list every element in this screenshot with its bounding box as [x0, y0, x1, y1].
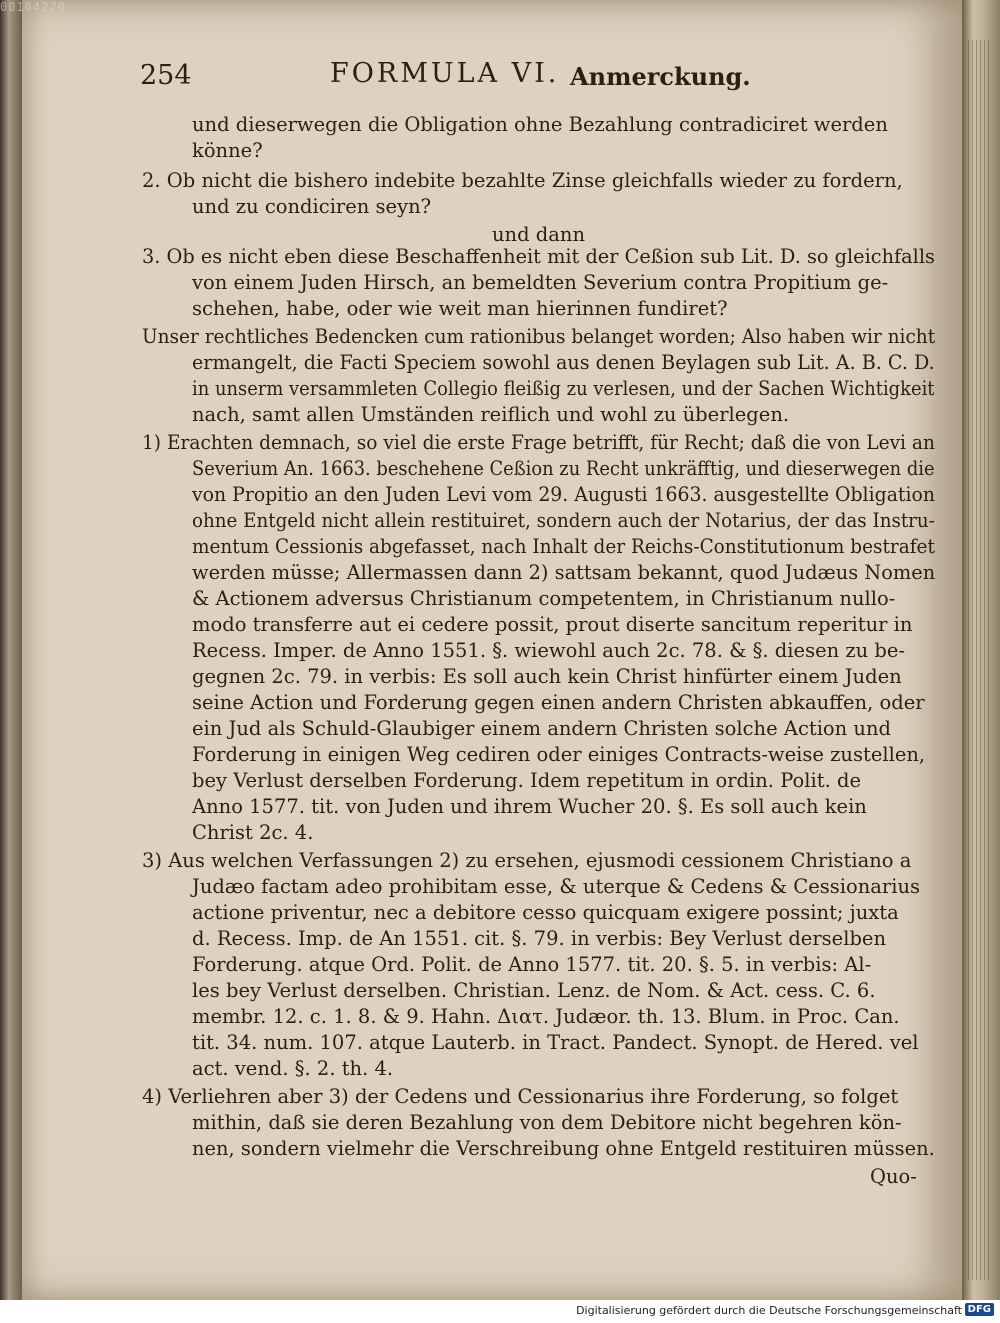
- text-line: seine Action und Forderung gegen einen andern Christen abkauffen, oder: [192, 691, 925, 714]
- text-line: Severium An. 1663. beschehene Ceßion zu Recht unkräfftig, und dieserwegen die: [192, 457, 935, 480]
- digitization-footer: [0, 1300, 1000, 1323]
- stacked-leaves-texture: [968, 40, 990, 1280]
- text-line: 2. Ob nicht die bishero indebite bezahlte Zinse gleichfalls wieder zu fordern,: [142, 169, 903, 192]
- text-line: mithin, daß sie deren Bezahlung von dem Debitore nicht begehren kön-: [192, 1111, 902, 1134]
- text-line: tit. 34. num. 107. atque Lauterb. in Tract. Pandect. Synopt. de Hered. vel: [192, 1031, 919, 1054]
- text-line: 1) Erachten demnach, so viel die erste Frage betrifft, für Recht; daß die von Levi an: [142, 431, 935, 454]
- running-header: [140, 58, 940, 98]
- running-title: FORMULA VI.: [330, 58, 560, 89]
- text-line: 4) Verliehren aber 3) der Cedens und Cessionarius ihre Forderung, so folget: [142, 1085, 899, 1108]
- text-line: & Actionem adversus Christianum competentem, in Christianum nullo-: [192, 587, 896, 610]
- text-line: nach, samt allen Umständen reiflich und wohl zu überlegen.: [192, 403, 790, 426]
- text-line: gegnen 2c. 79. in verbis: Es soll auch kein Christ hinfürter einem Juden: [192, 665, 902, 688]
- text-line: mentum Cessionis abgefasset, nach Inhalt der Reichs-Constitutionum bestrafet: [192, 535, 935, 558]
- text-line: Recess. Imper. de Anno 1551. §. wiewohl auch 2c. 78. & §. diesen zu be-: [192, 639, 906, 662]
- funding-credit: Digitalisierung gefördert durch die Deutsche Forschungsgemeinschaft: [576, 1304, 962, 1317]
- text-line: Judæo factam adeo prohibitam esse, & uterque & Cedens & Cessionarius: [192, 875, 921, 898]
- text-line: les bey Verlust derselben. Christian. Lenz. de Nom. & Act. cess. C. 6.: [192, 979, 876, 1002]
- text-line: ermangelt, die Facti Speciem sowohl aus denen Beylagen sub Lit. A. B. C. D.: [192, 351, 935, 374]
- text-line: von Propitio an den Juden Levi vom 29. Augusti 1663. ausgestellte Obligation: [192, 483, 936, 506]
- text-line: Forderung. atque Ord. Polit. de Anno 1577. tit. 20. §. 5. in verbis: Al-: [192, 953, 872, 976]
- text-line: 3. Ob es nicht eben diese Beschaffenheit mit der Ceßion sub Lit. D. so gleichfalls: [142, 245, 935, 268]
- text-line: nen, sondern vielmehr die Verschreibung ohne Entgeld restituiren müssen.: [192, 1137, 935, 1160]
- running-title-right: Anmerckung.: [570, 62, 751, 91]
- text-line: in unserm versammleten Collegio fleißig zu verlesen, und der Sachen Wichtigkeit: [192, 377, 935, 400]
- catchword: Quo-: [870, 1165, 917, 1188]
- text-line: membr. 12. c. 1. 8. & 9. Hahn. Διατ. Judæor. th. 13. Blum. in Proc. Can.: [192, 1005, 900, 1028]
- scan-id: 00104270: [0, 0, 66, 14]
- text-line: und dieserwegen die Obligation ohne Bezahlung contradiciret werden: [192, 113, 888, 136]
- text-line: Anno 1577. tit. von Juden und ihrem Wucher 20. §. Es soll auch kein: [192, 795, 867, 818]
- text-line: Forderung in einigen Weg cediren oder einiges Contracts-weise zustellen,: [192, 743, 926, 766]
- text-line: ein Jud als Schuld-Glaubiger einem andern Christen solche Action und: [192, 717, 892, 740]
- text-line: Unser rechtliches Bedencken cum rationibus belanget worden; Also haben wir nicht: [142, 325, 936, 348]
- text-line: ohne Entgeld nicht allein restituiret, sondern auch der Notarius, der das Instru-: [192, 509, 935, 532]
- text-line: werden müsse; Allermassen dann 2) sattsam bekannt, quod Judæus Nomen: [192, 561, 936, 584]
- text-line: Christ 2c. 4.: [192, 821, 314, 844]
- text-line: von einem Juden Hirsch, an bemeldten Severium contra Propitium ge-: [192, 271, 889, 294]
- text-line: modo transferre aut ei cedere possit, prout diserte sancitum reperitur in: [192, 613, 913, 636]
- text-line: actione priventur, nec a debitore cesso quicquam exigere possint; juxta: [192, 901, 899, 924]
- text-line: schehen, habe, oder wie weit man hierinnen fundiret?: [192, 297, 728, 320]
- text-line: und dann: [492, 223, 586, 246]
- left-page-edge: [0, 0, 22, 1300]
- text-line: könne?: [192, 139, 263, 162]
- text-line: d. Recess. Imp. de An 1551. cit. §. 79. in verbis: Bey Verlust derselben: [192, 927, 887, 950]
- page-number: 254: [140, 60, 192, 91]
- text-line: bey Verlust derselben Forderung. Idem repetitum in ordin. Polit. de: [192, 769, 861, 792]
- text-line: und zu condiciren seyn?: [192, 195, 432, 218]
- dfg-logo: DFG: [965, 1303, 994, 1316]
- text-line: act. vend. §. 2. th. 4.: [192, 1057, 394, 1080]
- text-line: 3) Aus welchen Verfassungen 2) zu ersehen, ejusmodi cessionem Christiano a: [142, 849, 912, 872]
